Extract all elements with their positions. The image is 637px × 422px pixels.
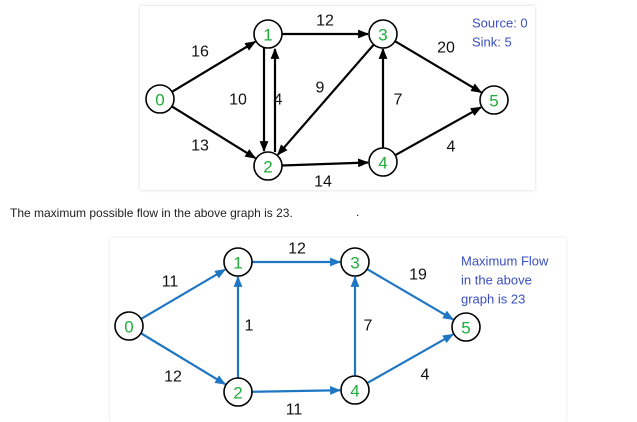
edge-label-2-to-4: 14 (314, 173, 332, 190)
node-label-0: 0 (124, 317, 134, 337)
edge-label-2-to-4: 11 (285, 401, 303, 419)
node-label-4: 4 (350, 381, 360, 401)
edge-label-3-to-5: 19 (409, 266, 427, 284)
note-line-3: graph is 23 (461, 291, 526, 307)
node-label-2: 2 (263, 157, 273, 177)
node-label-3: 3 (378, 25, 388, 45)
node-label-1: 1 (233, 253, 243, 273)
node-label-4: 4 (378, 153, 388, 173)
edge-label-0-to-1: 16 (191, 43, 209, 61)
top-graph-panel (140, 6, 535, 190)
edge-label-2-to-1: 1 (244, 317, 254, 335)
edge-2-to-4 (282, 163, 368, 166)
top-flow-network (140, 6, 535, 190)
node-label-0: 0 (155, 90, 165, 110)
bottom-max-flow-network (110, 238, 566, 422)
max-flow-caption: The maximum possible flow in the above graph is 23. (10, 206, 293, 220)
caption-trailing-dot: . (356, 205, 360, 219)
node-label-1: 1 (263, 25, 273, 45)
note-line-1: Source: 0 (472, 15, 528, 31)
edge-0-to-2 (141, 333, 225, 384)
edge-0-to-1 (172, 42, 255, 92)
edge-label-1-to-2: 10 (229, 91, 247, 109)
node-label-5: 5 (461, 318, 471, 338)
edge-label-1-to-3: 12 (316, 12, 334, 30)
edge-0-to-1 (141, 270, 225, 319)
edge-3-to-2 (278, 45, 374, 155)
edge-4-to-5 (395, 107, 481, 155)
note-line-2: in the above (461, 272, 532, 288)
note-line-2: Sink: 5 (472, 34, 512, 50)
bottom-graph-panel (110, 238, 566, 422)
edge-4-to-5 (367, 334, 453, 383)
edge-label-0-to-2: 13 (191, 137, 209, 155)
node-label-2: 2 (233, 383, 243, 403)
node-label-5: 5 (489, 91, 499, 111)
edge-label-4-to-3: 7 (393, 91, 403, 109)
edge-2-to-4 (252, 390, 340, 392)
edge-label-3-to-2: 9 (315, 79, 325, 97)
edge-label-3-to-5: 20 (437, 39, 455, 57)
edge-0-to-2 (172, 106, 255, 158)
node-label-3: 3 (350, 253, 360, 273)
edge-label-2-to-1: 4 (273, 91, 283, 109)
edge-label-4-to-3: 7 (363, 317, 373, 335)
note-line-1: Maximum Flow (461, 253, 549, 269)
edge-label-0-to-1: 11 (161, 273, 179, 291)
edge-label-4-to-5: 4 (420, 366, 430, 384)
edge-label-1-to-3: 12 (288, 240, 306, 258)
edge-label-4-to-5: 4 (446, 138, 456, 156)
edge-label-0-to-2: 12 (164, 368, 182, 386)
